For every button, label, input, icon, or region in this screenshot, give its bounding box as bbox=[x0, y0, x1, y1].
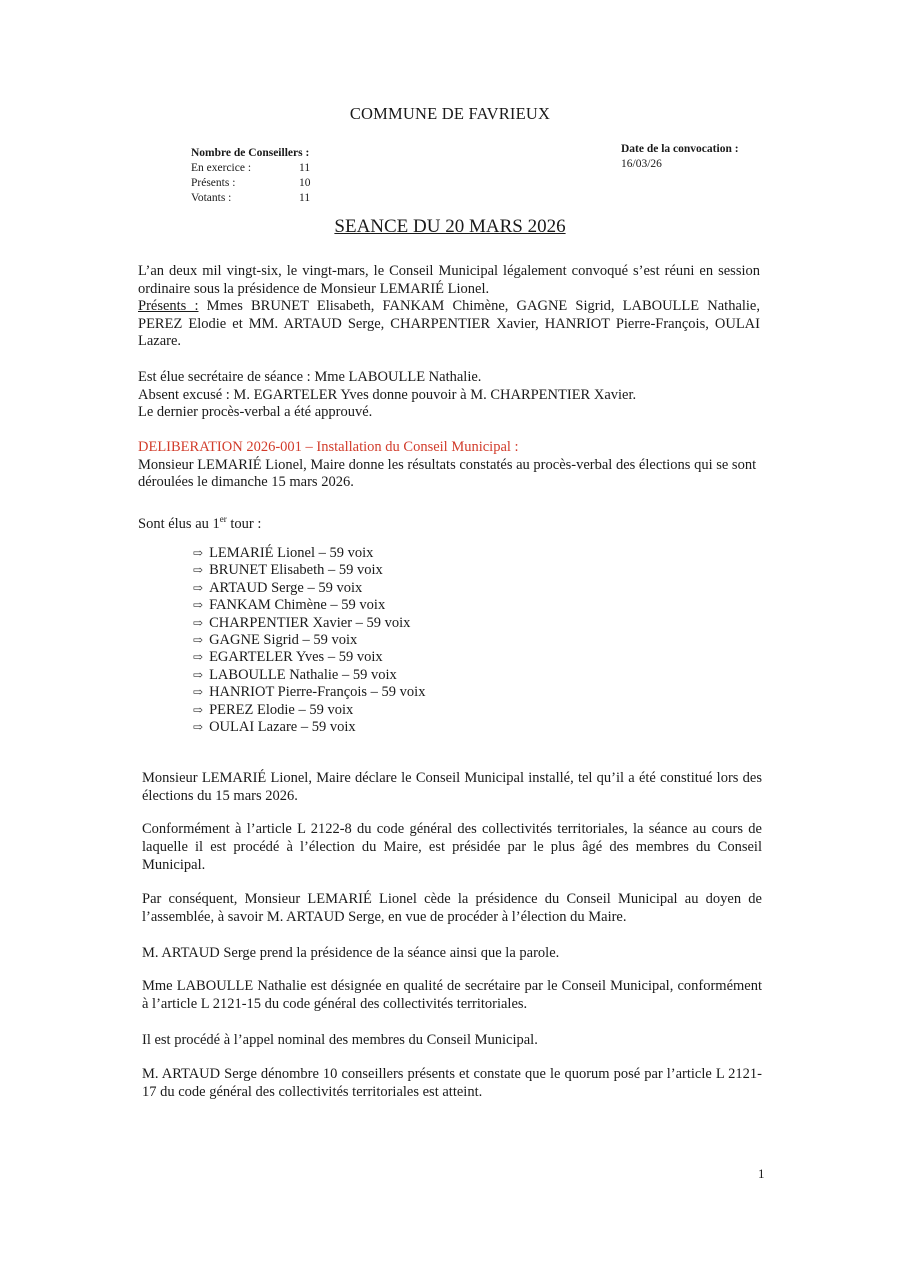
elu-text: EGARTELER Yves – 59 voix bbox=[209, 649, 383, 666]
convocation bbox=[621, 142, 739, 172]
elus-heading bbox=[138, 511, 760, 533]
count-label: Votants : bbox=[191, 192, 232, 204]
conseillers-counts bbox=[191, 146, 311, 206]
elus-list bbox=[193, 545, 425, 736]
deliberation-title: DELIBERATION 2026-001 – Installation du Conseil Municipal : bbox=[138, 439, 519, 455]
secretaire-line: Est élue secrétaire de séance : Mme LABOULLE Nathalie. bbox=[138, 369, 482, 385]
body-paragraph: Il est procédé à l’appel nominal des membres du Conseil Municipal. bbox=[142, 1032, 538, 1048]
elu-item bbox=[193, 649, 425, 666]
elu-text: OULAI Lazare – 59 voix bbox=[209, 719, 356, 736]
count-value: 10 bbox=[299, 177, 311, 189]
elu-item bbox=[193, 702, 425, 719]
count-label: En exercice : bbox=[191, 162, 252, 174]
count-value: 11 bbox=[299, 192, 311, 204]
arrow-right-outline-icon: ⇨ bbox=[193, 667, 204, 682]
arrow-right-outline-icon: ⇨ bbox=[193, 563, 204, 578]
convocation-date: 16/03/26 bbox=[621, 158, 662, 170]
arrow-right-outline-icon: ⇨ bbox=[193, 546, 204, 560]
arrow-right-outline-icon: ⇨ bbox=[193, 685, 204, 700]
elus-sup: er bbox=[219, 514, 227, 524]
intro-line: L’an deux mil vingt-six, le vingt-mars, le Conseil Municipal légalement convoqué s’est réuni en session ordinaire sous la présidence de Monsieur LEMARIÉ Lionel. bbox=[138, 263, 760, 297]
body-paragraph: M. ARTAUD Serge prend la présidence de la séance ainsi que la parole. bbox=[142, 945, 560, 961]
elus-prefix: Sont élus au 1 bbox=[138, 515, 220, 532]
body-paragraph: M. ARTAUD Serge dénombre 10 conseillers présents et constate que le quorum posé par l’article L 2121-17 du code général des collectivités territoriales est atteint. bbox=[142, 1066, 762, 1100]
body-paragraph: Mme LABOULLE Nathalie est désignée en qualité de secrétaire par le Conseil Municipal, conformément à l’article L 2121-15 du code général des collectivités territoriales. bbox=[142, 978, 762, 1012]
arrow-right-outline-icon: ⇨ bbox=[193, 702, 204, 717]
elu-item bbox=[193, 597, 425, 614]
elu-text: BRUNET Elisabeth – 59 voix bbox=[209, 562, 383, 579]
page-number: 1 bbox=[758, 1166, 765, 1181]
elu-item bbox=[193, 632, 425, 649]
elu-text: HANRIOT Pierre-François – 59 voix bbox=[209, 684, 426, 701]
elu-text: CHARPENTIER Xavier – 59 voix bbox=[209, 614, 411, 631]
convocation-title: Date de la convocation : bbox=[621, 143, 739, 155]
elu-item bbox=[193, 684, 425, 701]
count-row bbox=[191, 191, 311, 206]
elu-text: GAGNE Sigrid – 59 voix bbox=[209, 632, 358, 649]
count-row bbox=[191, 176, 311, 191]
arrow-right-outline-icon: ⇨ bbox=[193, 615, 204, 630]
count-row bbox=[191, 161, 311, 176]
absent-line: Absent excusé : M. EGARTELER Yves donne pouvoir à M. CHARPENTIER Xavier. bbox=[138, 386, 637, 403]
elu-item bbox=[193, 580, 425, 597]
count-label: Présents : bbox=[191, 177, 236, 189]
counts-title: Nombre de Conseillers : bbox=[191, 147, 310, 159]
seance-title: SEANCE DU 20 MARS 2026 bbox=[334, 216, 566, 237]
elu-item bbox=[193, 562, 425, 579]
pv-line: Le dernier procès-verbal a été approuvé. bbox=[138, 404, 373, 420]
intro-paragraph bbox=[138, 263, 760, 351]
body-paragraph: Monsieur LEMARIÉ Lionel, Maire déclare le Conseil Municipal installé, tel qu’il a été constitué lors des élections du 15 mars 2026. bbox=[142, 770, 762, 804]
elus-suffix: tour : bbox=[226, 515, 262, 532]
count-value: 11 bbox=[299, 162, 311, 174]
arrow-right-outline-icon: ⇨ bbox=[193, 598, 204, 613]
arrow-right-outline-icon: ⇨ bbox=[193, 633, 204, 648]
deliberation-block bbox=[138, 439, 760, 492]
elu-text: FANKAM Chimène – 59 voix bbox=[209, 597, 386, 614]
elu-text: ARTAUD Serge – 59 voix bbox=[209, 579, 363, 596]
elu-text: LEMARIÉ Lionel – 59 voix bbox=[209, 545, 374, 561]
elu-item bbox=[193, 545, 425, 562]
elu-item bbox=[193, 719, 425, 736]
arrow-right-outline-icon: ⇨ bbox=[193, 720, 204, 735]
deliberation-text: Monsieur LEMARIÉ Lionel, Maire donne les résultats constatés au procès-verbal des élections qui se sont déroulées le dimanche 15 mars 2026. bbox=[138, 456, 757, 490]
session-info bbox=[138, 369, 760, 422]
arrow-right-outline-icon: ⇨ bbox=[193, 650, 204, 665]
elu-text: PEREZ Elodie – 59 voix bbox=[209, 701, 354, 718]
presents-label: Présents : bbox=[138, 298, 199, 314]
elu-item bbox=[193, 667, 425, 684]
arrow-right-outline-icon: ⇨ bbox=[193, 580, 204, 595]
presents-text: Mmes BRUNET Elisabeth, FANKAM Chimène, GAGNE Sigrid, LABOULLE Nathalie, PEREZ Elodie et MM. ARTAUD Serge, CHARPENTIER Xavier, HANRIOT Pierre-François, OULAI Lazare. bbox=[138, 298, 760, 349]
body-paragraph: Conformément à l’article L 2122-8 du code général des collectivités territoriales, la séance au cours de laquelle il est procédé à l’élection du Maire, est présidée par le plus âgé des membres du Conseil Municipal. bbox=[142, 821, 762, 873]
commune-title: COMMUNE DE FAVRIEUX bbox=[349, 104, 551, 123]
elu-item bbox=[193, 615, 425, 632]
elu-text: LABOULLE Nathalie – 59 voix bbox=[209, 666, 397, 683]
body-paragraph: Par conséquent, Monsieur LEMARIÉ Lionel cède la présidence du Conseil Municipal au doyen de l’assemblée, à savoir M. ARTAUD Serge, en vue de procéder à l’élection du Maire. bbox=[142, 891, 762, 925]
